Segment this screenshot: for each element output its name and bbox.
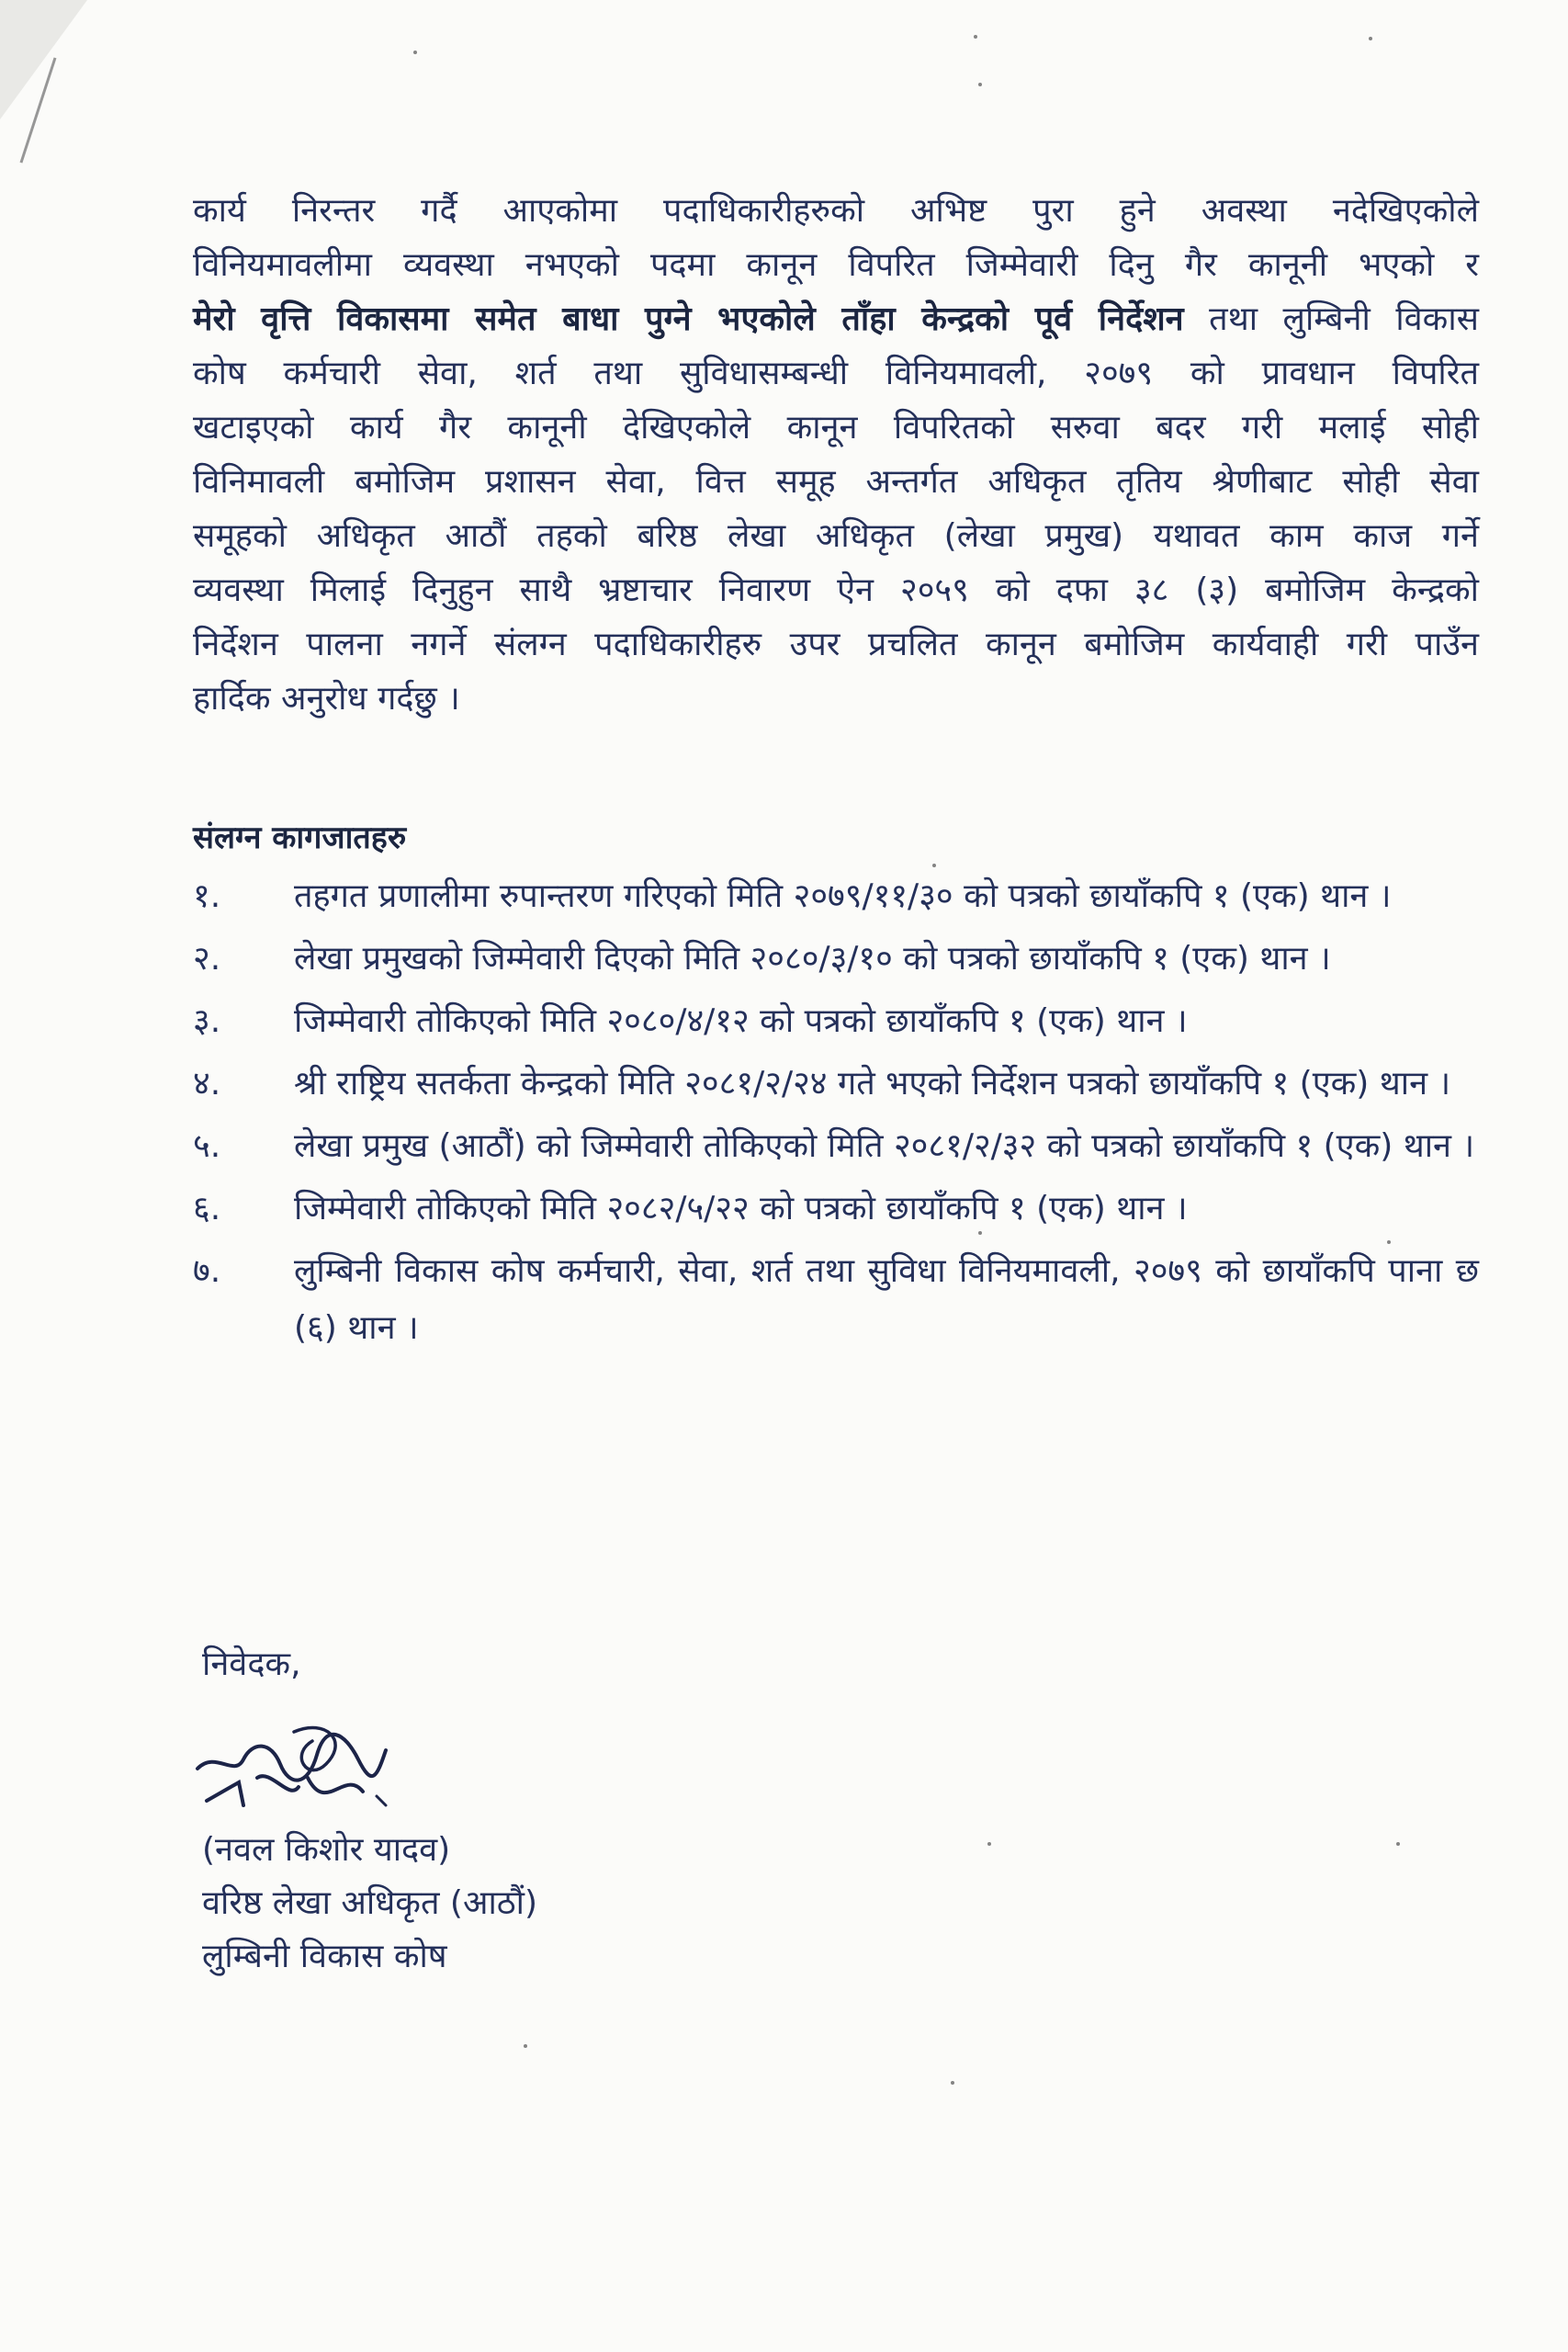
item-number: २. [193, 940, 221, 978]
scan-speck [932, 864, 936, 867]
paragraph-line-rest: तथा लुम्बिनी विकास [1209, 300, 1479, 338]
signatory-block [202, 1824, 537, 1984]
item-text: जिम्मेवारी तोकिएको मिति २०८२/५/२२ को पत्रको छायाँकपि १ (एक) थान । [294, 1190, 1188, 1227]
paragraph-line: खटाइएको कार्य गैर कानूनी देखिएकोले कानून विपरितको सरुवा बदर गरी मलाई सोही [193, 409, 1479, 447]
paragraph-line: कार्य निरन्तर गर्दै आएकोमा पदाधिकारीहरुको अभिष्ट पुरा हुने अवस्था नदेखिएकोले [193, 192, 1479, 230]
handwritten-signature [188, 1713, 400, 1824]
item-number: ४. [193, 1065, 221, 1102]
paragraph-line: हार्दिक अनुरोध गर्दछु । [193, 680, 460, 718]
item-text: लुम्बिनी विकास कोष कर्मचारी, सेवा, शर्त तथा सुविधा विनियमावली, २०७९ को छायाँकपि पाना छ (६) थान । [294, 1252, 1479, 1347]
item-number: ६. [193, 1190, 221, 1227]
item-number: ३. [193, 1002, 221, 1040]
paragraph-line: विनिमावली बमोजिम प्रशासन सेवा, वित्त समूह अन्तर्गत अधिकृत तृतिय श्रेणीबाट सोही सेवा [193, 463, 1479, 501]
scan-speck [413, 51, 417, 54]
emphasized-text: मेरो वृत्ति विकासमा समेत बाधा पुग्ने भएकोले ताँहा केन्द्रको पूर्व निर्देशन [193, 300, 1184, 338]
item-text: लेखा प्रमुख (आठौं) को जिम्मेवारी तोकिएको मिति २०८१/२/३२ को पत्रको छायाँकपि १ (एक) थान । [294, 1127, 1475, 1165]
list-item [193, 1056, 1479, 1113]
scan-speck [524, 2044, 527, 2048]
paragraph-line: कोष कर्मचारी सेवा, शर्त तथा सुविधासम्बन्धी विनियमावली, २०७९ को प्रावधान विपरित [193, 355, 1479, 392]
list-item [193, 931, 1479, 988]
item-text: तहगत प्रणालीमा रुपान्तरण गरिएको मिति २०७९/११/३० को पत्रको छायाँकपि १ (एक) थान । [294, 877, 1392, 915]
signatory-name: (नवल किशोर यादव) [202, 1831, 451, 1869]
signatory-organization: लुम्बिनी विकास कोष [202, 1938, 447, 1975]
scan-speck [987, 1842, 991, 1846]
list-item [193, 868, 1479, 925]
scan-speck [951, 2081, 954, 2085]
paragraph-line: विनियमावलीमा व्यवस्था नभएको पदमा कानून विपरित जिम्मेवारी दिनु गैर कानूनी भएको र [193, 246, 1479, 284]
paragraph-line: निर्देशन पालना नगर्ने संलग्न पदाधिकारीहरु उपर प्रचलित कानून बमोजिम कार्यवाही गरी पाउँन [193, 626, 1479, 663]
list-item [193, 1243, 1479, 1357]
list-item [193, 1118, 1479, 1175]
scan-speck [1369, 37, 1372, 40]
attachments-list [193, 868, 1479, 1363]
scan-speck [978, 83, 982, 86]
item-text: लेखा प्रमुखको जिम्मेवारी दिएको मिति २०८०/३/१० को पत्रको छायाँकपि १ (एक) थान । [294, 940, 1331, 978]
item-text: श्री राष्ट्रिय सतर्कता केन्द्रको मिति २०८१/२/२४ गते भएको निर्देशन पत्रको छायाँकपि १ (एक) थान । [294, 1065, 1451, 1102]
item-number: १. [193, 877, 221, 915]
attachments-heading: संलग्न कागजातहरु [193, 820, 407, 856]
folded-corner [0, 0, 87, 119]
signatory-designation: वरिष्ठ लेखा अधिकृत (आठौं) [202, 1884, 538, 1922]
list-item [193, 993, 1479, 1050]
paragraph-line: व्यवस्था मिलाई दिनुहुन साथै भ्रष्टाचार निवारण ऐन २०५९ को दफा ३८ (३) बमोजिम केन्द्रको [193, 571, 1479, 609]
paragraph-line: समूहको अधिकृत आठौं तहको बरिष्ठ लेखा अधिकृत (लेखा प्रमुख) यथावत काम काज गर्ने [193, 517, 1479, 555]
scan-speck [1396, 1842, 1400, 1846]
item-number: ७. [193, 1252, 221, 1290]
scan-speck [974, 35, 977, 39]
paragraph-line [193, 292, 1479, 346]
list-item [193, 1181, 1479, 1238]
item-number: ५. [193, 1127, 221, 1165]
request-paragraph [193, 184, 1479, 726]
applicant-label: निवेदक, [202, 1645, 301, 1683]
item-text: जिम्मेवारी तोकिएको मिति २०८०/४/१२ को पत्रको छायाँकपि १ (एक) थान । [294, 1002, 1188, 1040]
